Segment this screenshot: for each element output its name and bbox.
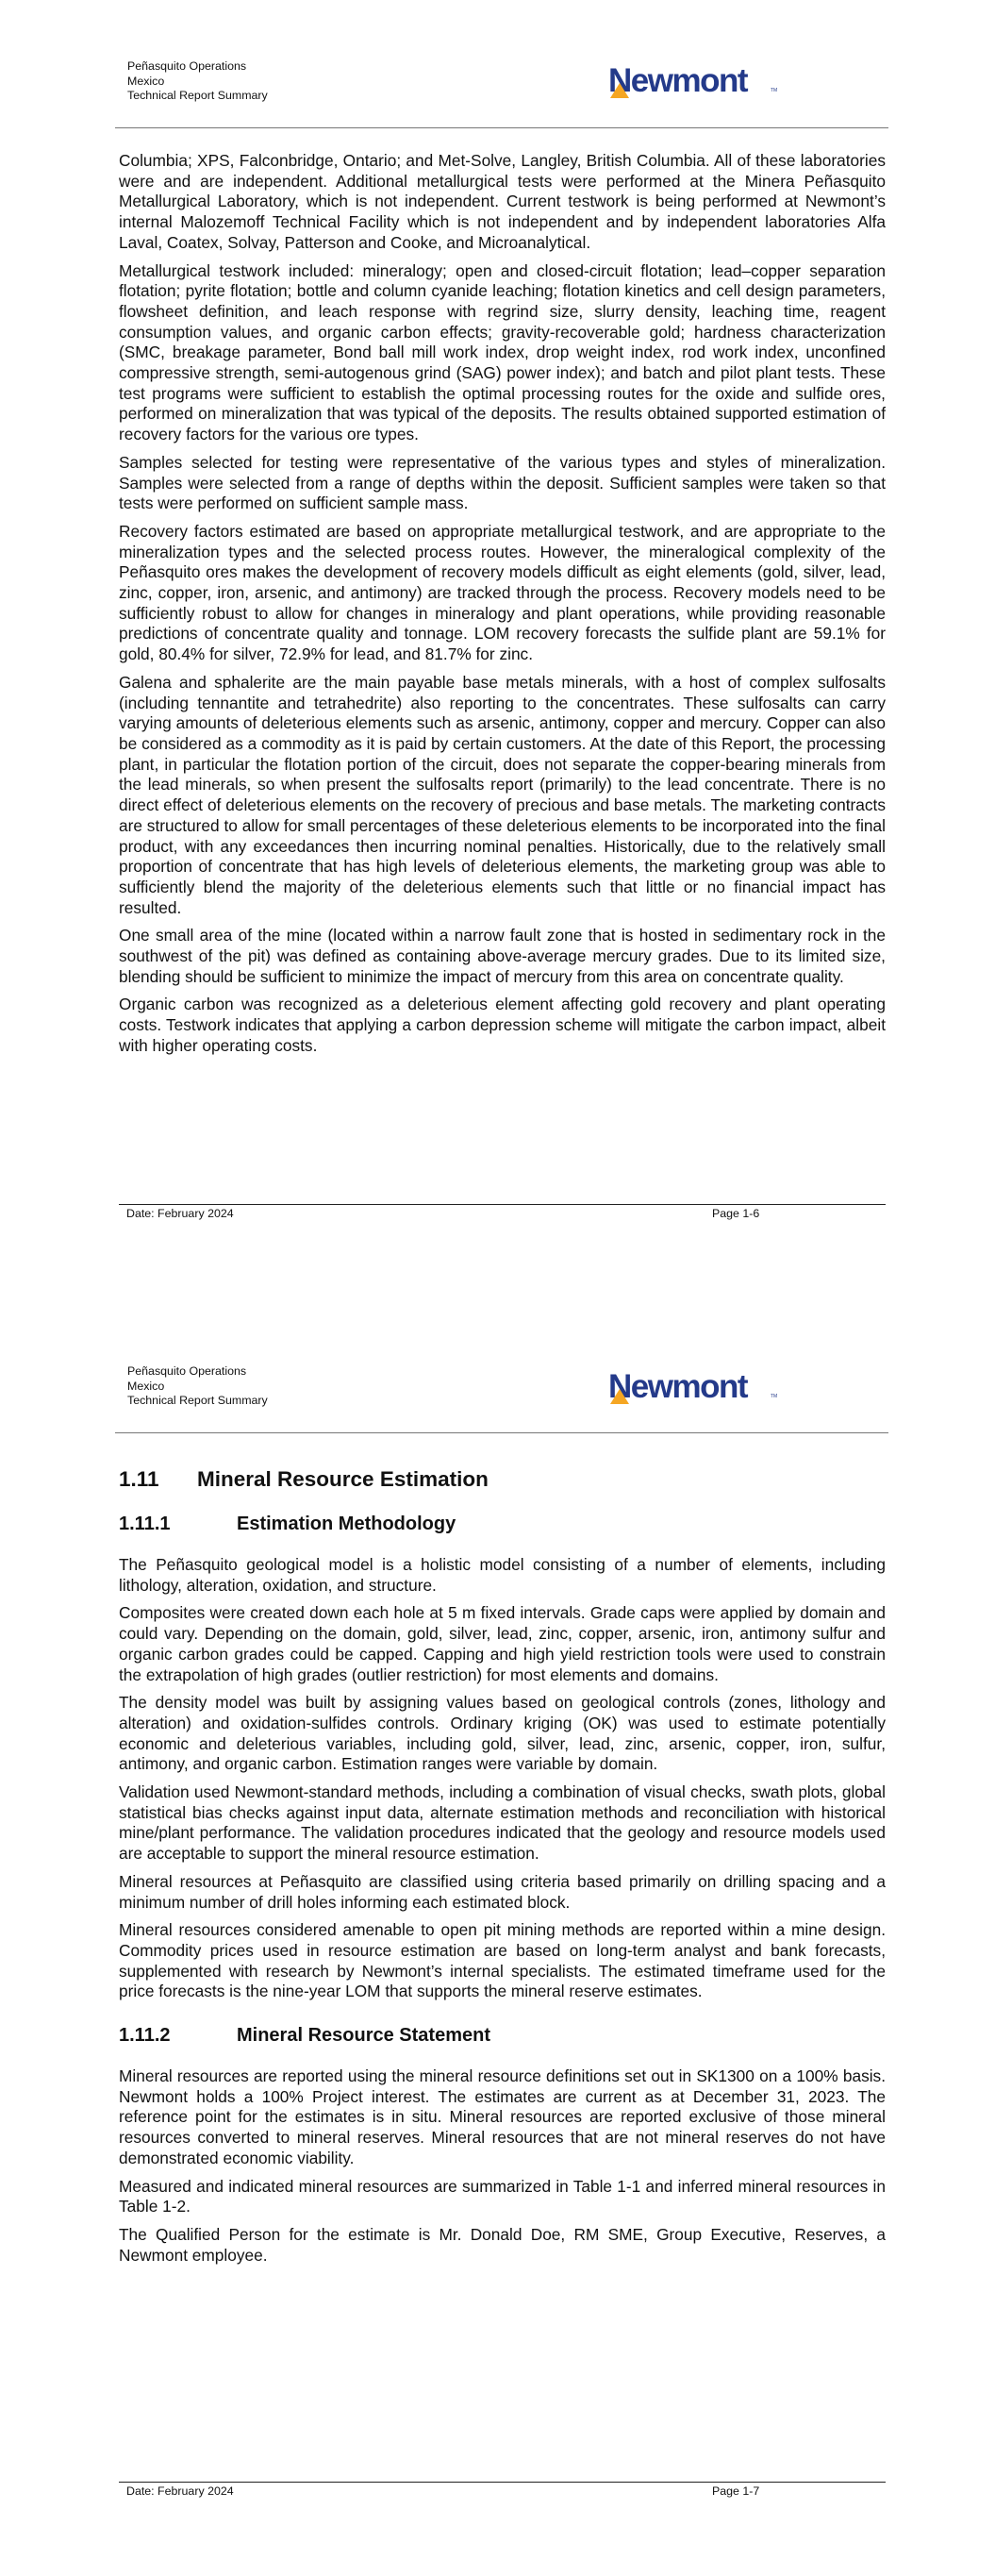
paragraph: Metallurgical testwork included: mineralogy; open and closed-circuit flotation; lead–copper separation flotation; pyrite flotation; bottle and column cyanide leaching; flotation kinetics and cell design parameters, flowsheet definition, and leach response with regrind size, slurry density, leaching time, reagent consumption values, and organic carbon effects; gravity-recoverable gold; hardness characterization (SMC, breakage parameter, Bond ball mill work index, drop weight index, rod work index, unconfined compressive strength, semi-autogenous grind (SAG) power index); and batch and pilot plant tests. These test programs were sufficient to establish the optimal processing routes for the oxide and sulfide ores, performed on mineralization that was typical of the deposits. The results obtained supported estimation of recovery factors for the various ore types. (119, 260, 886, 444)
paragraph: Columbia; XPS, Falconbridge, Ontario; and Met-Solve, Langley, British Columbia. All of these laboratories were and are independent. Additional metallurgical tests were performed at the Minera Peñasquito Metallurgical Laboratory, which is not independent. Current testwork is being performed at Newmont’s internal Malozemoff Technical Facility which is not independent and by independent laboratories Alfa Laval, Coatex, Solvay, Patterson and Cooke, and Microanalytical. (119, 151, 886, 252)
page-header-info (127, 59, 268, 104)
logo-trademark: TM (771, 1394, 778, 1399)
footer-divider (119, 1204, 886, 1205)
header-project: Peñasquito Operations (127, 59, 247, 73)
footer-page-number: Page 1-6 (712, 1207, 760, 1220)
subsection-number: 1.11.2 (119, 2025, 171, 2047)
footer-date: Date: February 2024 (126, 1207, 234, 1220)
paragraph: Composites were created down each hole at 5 m fixed intervals. Grade caps were applied by domain and could vary. Depending on the domain, gold, silver, lead, zinc, copper, arsenic, iron, antimony sulfur and organic carbon grades could be capped. Capping and high yield restriction tools were used to constrain the extrapolation of high grades (outlier restriction) for most elements and domains. (119, 1603, 886, 1684)
document-page-1-6 (0, 0, 995, 1246)
paragraph: Galena and sphalerite are the main payable base metals minerals, with a host of complex sulfosalts (including tennantite and tetrahedrite) also reporting to the concentrates. These sulfosalts can carry varying amounts of deleterious elements such as arsenic, antimony, copper and mercury. Copper can also be considered as a commodity as it is paid by certain customers. At the date of this Report, the processing plant, in particular the flotation portion of the circuit, does not separate the copper-bearing minerals from the lead minerals, so when present the sulfosalts report (primarily) to the lead concentrate. There is no direct effect of deleterious elements on the recovery of precious and base metals. The marketing contracts are structured to allow for small percentages of these deleterious elements to be incorporated into the final product, with any exceedances then incurring nominal penalties. Historically, due to the relatively small proportion of concentrate that has high levels of deleterious elements, the marketing group was able to sufficiently blend the majority of the deleterious elements such that little or no financial impact has resulted. (119, 672, 886, 917)
paragraph: Organic carbon was recognized as a deleterious element affecting gold recovery and plant operating costs. Testwork indicates that applying a carbon depression scheme will mitigate the carbon impact, albeit with higher operating costs. (119, 995, 886, 1055)
subsection-title: Estimation Methodology (237, 1514, 456, 1534)
footer-page-number: Page 1-7 (712, 2484, 760, 2498)
footer-date: Date: February 2024 (126, 2484, 234, 2498)
paragraph: The Peñasquito geological model is a holistic model consisting of a number of elements, including lithology, alteration, oxidation, and structure. (119, 1555, 886, 1595)
logo-triangle-icon (610, 1389, 629, 1404)
subsection-number: 1.11.1 (119, 1514, 171, 1534)
paragraph: Recovery factors estimated are based on appropriate metallurgical testwork, and are appropriate to the mineralization types and the selected process routes. However, the mineralogical complexity of the Peñasquito ores makes the development of recovery models difficult as eight elements (gold, silver, lead, zinc, copper, iron, arsenic, and antimony) are tracked through the process. Recovery models need to be sufficiently robust to allow for changes in mineralogy and plant operations, while providing reasonable predictions of concentrate quality and tonnage. LOM recovery forecasts the sulfide plant are 59.1% for gold, 80.4% for silver, 72.9% for lead, and 81.7% for zinc. (119, 521, 886, 664)
section-number: 1.11 (119, 1467, 159, 1491)
newmont-logo (608, 64, 778, 102)
header-project: Peñasquito Operations (127, 1364, 247, 1378)
paragraph: The density model was built by assigning values based on geological controls (zones, lithology and alteration) and oxidation-sulfides controls. Ordinary kriging (OK) was used to estimate potentially economic and deleterious variables, including gold, silver, lead, zinc, arsenic, copper, iron, sulfur, antimony, and organic carbon. Estimation ranges were variable by domain. (119, 1693, 886, 1774)
header-country: Mexico (127, 1379, 165, 1393)
subsection-heading (119, 1512, 886, 1536)
paragraph: The Qualified Person for the estimate is Mr. Donald Doe, RM SME, Group Executive, Reserves, a Newmont employee. (119, 2224, 886, 2265)
paragraph: Mineral resources at Peñasquito are classified using criteria based primarily on drilling spacing and a minimum number of drill holes informing each estimated block. (119, 1871, 886, 1912)
footer-divider (119, 2482, 886, 2483)
header-country: Mexico (127, 74, 165, 88)
logo-trademark: TM (771, 88, 778, 93)
logo-triangle-icon (610, 83, 629, 98)
paragraph: One small area of the mine (located within a narrow fault zone that is hosted in sedimentary rock in the southwest of the pit) was defined as containing above-average mercury grades. Due to its limited size, blending should be sufficient to minimize the impact of mercury from this area on concentrate quality. (119, 926, 886, 986)
logo-wordmark: Newmont (608, 1368, 747, 1405)
paragraph: Validation used Newmont-standard methods, including a combination of visual checks, swath plots, global statistical bias checks against input data, alternate estimation methods and reconciliation with historical mine/plant performance. The validation procedures indicated that the geology and resource models used are acceptable to support the mineral resource estimation. (119, 1782, 886, 1864)
header-doc-type: Technical Report Summary (127, 1394, 268, 1408)
paragraph: Measured and indicated mineral resources are summarized in Table 1-1 and inferred mineral resources in Table 1-2. (119, 2176, 886, 2216)
page-body (119, 1453, 886, 2273)
paragraph: Mineral resources considered amenable to open pit mining methods are reported within a mine design. Commodity prices used in resource estimation are based on long-term analyst and bank forecasts, supplemented with research by Newmont’s internal specialists. The estimated timeframe used for the price forecasts is the nine-year LOM that supports the mineral reserve estimates. (119, 1920, 886, 2001)
subsection-title: Mineral Resource Statement (237, 2025, 490, 2047)
section-heading (119, 1466, 886, 1493)
newmont-logo (608, 1370, 778, 1408)
paragraph: Mineral resources are reported using the mineral resource definitions set out in SK1300 on a 100% basis. Newmont holds a 100% Project interest. The estimates are current as at December 31, 2023. The reference point for the estimates is in situ. Mineral resources are reported exclusive of those mineral resources converted to mineral reserves. Mineral resources that are not mineral reserves do not have demonstrated economic viability. (119, 2066, 886, 2167)
page-body (119, 151, 886, 1064)
header-divider (115, 127, 888, 128)
logo-wordmark: Newmont (608, 62, 747, 99)
subsection-heading (119, 2023, 886, 2048)
document-page-1-7 (0, 1302, 995, 2576)
header-doc-type: Technical Report Summary (127, 89, 268, 103)
header-divider (115, 1432, 888, 1433)
page-header-info (127, 1364, 268, 1409)
section-title: Mineral Resource Estimation (197, 1467, 489, 1491)
paragraph: Samples selected for testing were representative of the various types and styles of mineralization. Samples were selected from a range of depths within the deposit. Sufficient samples were taken so that tests were performed on sufficient sample mass. (119, 452, 886, 513)
